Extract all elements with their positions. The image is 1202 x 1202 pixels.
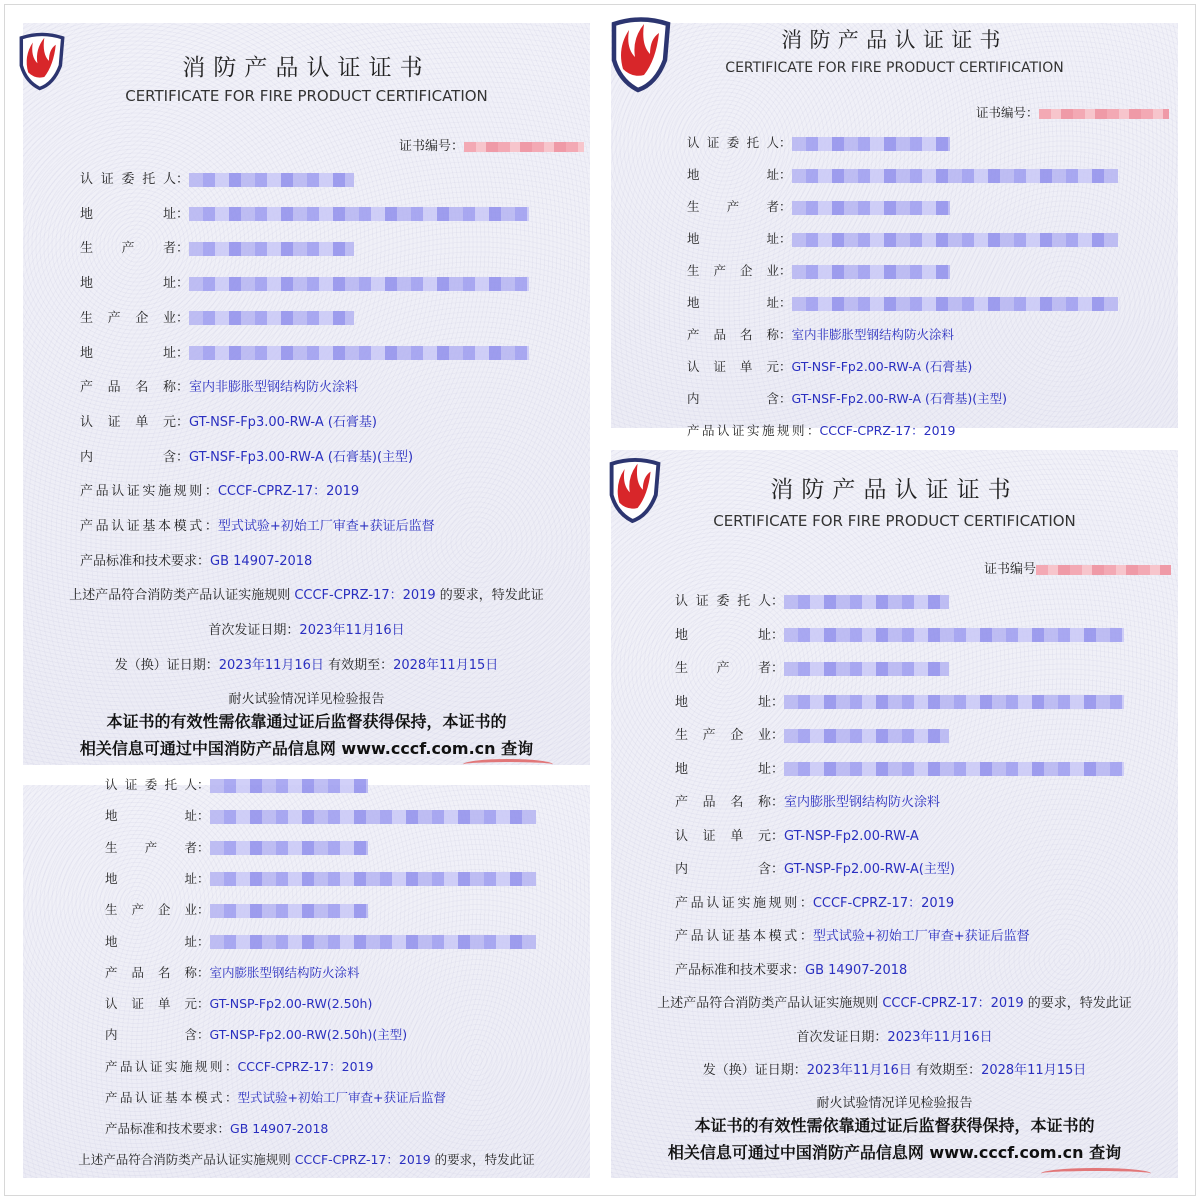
redacted-value: [210, 872, 537, 886]
valid-until-label: 有效期至：: [911, 1063, 982, 1078]
first-issue-date-label: 首次发证日期：: [796, 1029, 888, 1045]
field-label: 地址: [687, 231, 779, 246]
validity-notice-line-2: 相关信息可通过中国消防产品信息网 www.cccf.com.cn 查询: [667, 1142, 1122, 1162]
statement-rule: CCCF-CPRZ-17：2019: [294, 1152, 431, 1167]
colon: ：: [176, 449, 190, 465]
issue-date: 2023年11月16日: [218, 657, 324, 673]
certificate-subtitle-en: CERTIFICATE FOR FIRE PRODUCT CERTIFICATION: [125, 87, 488, 105]
colon: ：: [204, 484, 218, 500]
field-row: [105, 838, 368, 856]
first-issue-date: 2023年11月16日: [299, 623, 405, 639]
redacted-value: [189, 311, 354, 325]
field-row: [687, 261, 950, 279]
statement-text-end: 的要求，特发此证: [430, 1152, 535, 1167]
redacted-value: [784, 695, 1124, 709]
field-label: 地址: [675, 694, 771, 710]
colon: ：: [779, 167, 792, 182]
certificate-number: [399, 135, 584, 154]
compliance-statement: [23, 1150, 590, 1168]
colon: ：: [799, 895, 813, 911]
field-label: 产品认证实施规则: [675, 895, 800, 911]
field-label: 认证委托人: [675, 594, 771, 609]
field-label: 产品名称: [105, 964, 197, 980]
field-label: 产品认证实施规则: [105, 1058, 226, 1074]
field-label: 认证单元: [675, 828, 771, 844]
redacted-value: [792, 233, 1119, 247]
validity-notice-line-1: 本证书的有效性需依靠通过证后监督获得保持，本证书的: [694, 1115, 1095, 1135]
colon: ：: [197, 777, 210, 792]
field-row: [675, 624, 1124, 643]
field-label: 认证委托人: [105, 777, 197, 792]
redacted-value: [189, 277, 529, 291]
field-value: GB 14907-2018: [230, 1121, 329, 1137]
colon: ：: [176, 276, 190, 292]
certificate-number-label: 证书编号: [984, 562, 1037, 577]
field-value: 型式试验+初始工厂审查+获证后监督: [237, 1090, 446, 1105]
field-value: GT-NSP-Fp2.00-RW(2.50h): [209, 996, 373, 1012]
colon: ：: [225, 1058, 238, 1074]
redacted-value: [792, 201, 951, 215]
colon: ：: [779, 359, 792, 374]
first-issue-date-label: 首次发证日期：: [208, 623, 300, 639]
statement-rule: CCCF-CPRZ-17：2019: [294, 588, 436, 604]
colon: ：: [197, 1027, 210, 1043]
field-label: 生产者: [687, 199, 779, 214]
field-row: [105, 900, 368, 918]
field-row: [105, 1057, 373, 1075]
certificate-image-3: [23, 777, 590, 1178]
field-value: 室内膨胀型钢结构防火涂料: [209, 964, 360, 980]
certificate-image-2: [611, 23, 1178, 438]
field-row: [687, 325, 954, 343]
issue-date-line: [611, 1059, 1178, 1078]
field-row: [687, 389, 1007, 407]
field-row: [80, 237, 354, 256]
field-row: [675, 959, 907, 978]
colon: ：: [771, 828, 785, 844]
statement-text-end: 的要求，特发此证: [435, 588, 544, 604]
field-label: 生产者: [675, 661, 771, 676]
colon: ：: [197, 933, 210, 949]
colon: ：: [779, 327, 792, 342]
redacted-value: [792, 169, 1119, 183]
field-label: 地址: [675, 627, 771, 643]
colon: ：: [204, 519, 218, 534]
redacted-value: [210, 779, 369, 793]
colon: ：: [779, 391, 792, 406]
issue-date-label: 发（换）证日期：: [702, 1063, 807, 1078]
field-row: [80, 342, 529, 361]
field-row: [675, 758, 1124, 777]
colon: ：: [176, 241, 190, 257]
field-label: 生产企业: [675, 728, 771, 743]
field-value: GT-NSP-Fp2.00-RW-A(主型): [784, 862, 955, 877]
field-row: [675, 791, 940, 810]
statement-text: 上述产品符合消防类产品认证实施规则: [657, 996, 883, 1011]
colon: ：: [771, 761, 785, 777]
colon: ：: [779, 199, 792, 214]
valid-until-date: 2028年11月15日: [393, 657, 499, 673]
field-label: 认证单元: [80, 414, 176, 430]
field-label: 产品名称: [675, 795, 771, 810]
field-label: 内含: [80, 449, 176, 465]
field-label: 产品认证基本模式: [105, 1090, 226, 1105]
colon: ：: [197, 964, 210, 980]
field-row: [80, 376, 358, 395]
field-row: [687, 197, 950, 215]
certificate-image-1: [23, 23, 590, 765]
first-issue-date-line: [23, 619, 590, 638]
red-seal-partial: [463, 759, 553, 770]
colon: ：: [176, 206, 190, 222]
field-label: 生产企业: [80, 310, 176, 326]
certificate-number-label: 证书编号：: [399, 139, 465, 154]
redacted-value: [784, 729, 949, 743]
field-value: GT-NSF-Fp3.00-RW-A (石膏基): [189, 414, 377, 430]
validity-notice-line-2: 相关信息可通过中国消防产品信息网 www.cccf.com.cn 查询: [79, 738, 534, 758]
field-label: 产品认证基本模式: [675, 929, 800, 944]
redacted-value: [189, 173, 354, 187]
field-label: 产品认证实施规则: [687, 423, 808, 438]
field-label: 地址: [80, 206, 176, 222]
field-row: [675, 724, 949, 743]
field-row: [80, 515, 435, 534]
field-label: 地址: [105, 808, 197, 824]
test-report-note: 耐火试验情况详见检验报告: [816, 1095, 973, 1111]
certificate-number-redacted: [1039, 109, 1169, 119]
field-row: [80, 168, 354, 187]
field-label: 内含: [687, 391, 779, 406]
statement-text: 上述产品符合消防类产品认证实施规则: [78, 1152, 295, 1167]
redacted-value: [210, 841, 369, 855]
colon: ：: [779, 231, 792, 246]
certificate-title: 消防产品认证证书: [182, 55, 431, 81]
field-label: 认证单元: [105, 996, 197, 1012]
colon: ：: [779, 263, 792, 278]
colon: ：: [176, 345, 190, 361]
field-value: GT-NSF-Fp3.00-RW-A (石膏基)(主型): [189, 449, 414, 465]
field-row: [105, 775, 368, 793]
field-row: [80, 480, 359, 499]
field-value: GT-NSF-Fp2.00-RW-A (石膏基)(主型): [791, 391, 1008, 406]
field-row: [80, 272, 529, 291]
colon: ：: [197, 996, 210, 1012]
statement-rule: CCCF-CPRZ-17：2019: [882, 996, 1024, 1011]
certificate-number-redacted: [464, 142, 584, 152]
colon: ：: [807, 423, 820, 438]
certificate-title: 消防产品认证证书: [781, 28, 1008, 52]
field-label: 产品标准和技术要求: [80, 553, 198, 569]
first-issue-date-line: [611, 1026, 1178, 1045]
field-row: [675, 892, 954, 911]
field-value: 型式试验+初始工厂审查+获证后监督: [812, 929, 1030, 944]
field-label: 认证单元: [687, 359, 779, 374]
certificate-image-4: [611, 450, 1178, 1178]
colon: ：: [197, 870, 210, 886]
issue-date-line: [23, 654, 590, 673]
field-value: 室内非膨胀型钢结构防火涂料: [189, 380, 359, 396]
field-value: CCCF-CPRZ-17：2019: [812, 895, 955, 911]
field-value: GB 14907-2018: [805, 962, 908, 978]
field-row: [80, 203, 529, 222]
field-row: [80, 550, 312, 569]
field-row: [105, 963, 360, 981]
field-label: 产品名称: [687, 327, 779, 342]
valid-until-date: 2028年11月15日: [981, 1063, 1087, 1078]
issue-date: 2023年11月16日: [806, 1063, 912, 1078]
field-row: [80, 446, 413, 465]
colon: ：: [197, 808, 210, 824]
field-value: GT-NSF-Fp2.00-RW-A (石膏基): [791, 359, 973, 374]
field-label: 内含: [675, 862, 771, 877]
colon: ：: [771, 661, 785, 676]
redacted-value: [189, 242, 354, 256]
field-label: 内含: [105, 1027, 197, 1043]
field-value: GT-NSP-Fp2.00-RW-A: [784, 828, 919, 844]
field-row: [687, 229, 1118, 247]
issue-date-label: 发（换）证日期：: [114, 657, 219, 673]
colon: ：: [176, 380, 190, 396]
colon: ：: [771, 594, 785, 609]
certificate-number-label: 证书编号：: [976, 105, 1039, 120]
field-row: [105, 994, 372, 1012]
redacted-value: [792, 137, 951, 151]
certificate-title: 消防产品认证证书: [770, 477, 1019, 503]
field-row: [687, 421, 955, 439]
certificate-number: [984, 558, 1171, 577]
colon: ：: [197, 839, 210, 855]
field-value: GT-NSP-Fp2.00-RW(2.50h)(主型): [209, 1027, 408, 1043]
field-row: [105, 1088, 446, 1106]
certificate-subtitle-en: CERTIFICATE FOR FIRE PRODUCT CERTIFICATION: [713, 512, 1076, 530]
colon: ：: [779, 295, 792, 310]
colon: ：: [771, 728, 785, 743]
colon: ：: [197, 902, 210, 918]
field-row: [105, 1025, 407, 1043]
field-value: 室内膨胀型钢结构防火涂料: [784, 795, 941, 810]
colon: ：: [771, 627, 785, 643]
field-label: 地址: [687, 167, 779, 182]
redacted-value: [792, 297, 1119, 311]
colon: ：: [779, 135, 792, 150]
first-issue-date: 2023年11月16日: [887, 1029, 993, 1045]
field-row: [105, 869, 536, 887]
field-row: [80, 307, 354, 326]
field-row: [687, 165, 1118, 183]
redacted-value: [784, 762, 1124, 776]
field-label: 生产企业: [105, 902, 197, 918]
field-row: [675, 925, 1030, 944]
certificate-subtitle-en: CERTIFICATE FOR FIRE PRODUCT CERTIFICATION: [725, 60, 1064, 76]
field-label: 生产企业: [687, 263, 779, 278]
redacted-value: [189, 207, 529, 221]
field-label: 产品标准和技术要求: [675, 962, 793, 978]
colon: ：: [771, 862, 785, 877]
field-value: CCCF-CPRZ-17：2019: [819, 423, 956, 438]
validity-notice-line-1: 本证书的有效性需依靠通过证后监督获得保持，本证书的: [106, 711, 507, 731]
field-row: [675, 691, 1124, 710]
field-label: 产品标准和技术要求: [105, 1121, 218, 1137]
field-row: [105, 1119, 328, 1137]
field-label: 地址: [80, 345, 176, 361]
colon: ：: [225, 1090, 238, 1105]
field-row: [687, 293, 1118, 311]
field-value: CCCF-CPRZ-17：2019: [237, 1058, 374, 1074]
field-value: 室内非膨胀型钢结构防火涂料: [791, 327, 955, 342]
field-row: [675, 825, 919, 844]
field-label: 认证委托人: [687, 135, 779, 150]
field-label: 地址: [687, 295, 779, 310]
field-row: [687, 357, 972, 375]
compliance-statement: [611, 992, 1178, 1011]
field-value: GB 14907-2018: [210, 553, 313, 569]
field-label: 地址: [105, 870, 197, 886]
certificate-number-redacted: [1036, 565, 1171, 575]
colon: ：: [771, 694, 785, 710]
field-row: [675, 657, 949, 676]
field-label: 地址: [675, 761, 771, 777]
field-label: 地址: [105, 933, 197, 949]
colon: ：: [217, 1121, 231, 1137]
statement-text: 上述产品符合消防类产品认证实施规则: [69, 588, 295, 604]
compliance-statement: [23, 584, 590, 603]
colon: ：: [176, 310, 190, 326]
colon: ：: [799, 929, 813, 944]
test-report-note: 耐火试验情况详见检验报告: [228, 691, 385, 707]
colon: ：: [771, 795, 785, 810]
colon: ：: [176, 172, 190, 187]
red-seal-partial: [1041, 1168, 1151, 1179]
valid-until-label: 有效期至：: [323, 657, 394, 673]
field-label: 产品认证基本模式: [80, 519, 205, 534]
field-label: 地址: [80, 276, 176, 292]
redacted-value: [210, 935, 537, 949]
redacted-value: [792, 265, 951, 279]
field-label: 产品认证实施规则: [80, 484, 205, 500]
field-label: 认证委托人: [80, 172, 176, 187]
field-row: [80, 411, 377, 430]
redacted-value: [784, 628, 1124, 642]
certificate-number: [976, 103, 1169, 121]
redacted-value: [189, 346, 529, 360]
field-row: [687, 133, 950, 151]
redacted-value: [784, 595, 949, 609]
redacted-value: [210, 904, 369, 918]
redacted-value: [784, 662, 949, 676]
field-value: CCCF-CPRZ-17：2019: [217, 484, 360, 500]
statement-text-end: 的要求，特发此证: [1023, 996, 1132, 1011]
field-row: [105, 806, 536, 824]
field-row: [105, 932, 536, 950]
redacted-value: [210, 810, 537, 824]
field-row: [675, 858, 955, 877]
field-label: 产品名称: [80, 380, 176, 396]
field-row: [675, 590, 949, 609]
field-value: 型式试验+初始工厂审查+获证后监督: [217, 519, 435, 534]
colon: ：: [792, 962, 806, 978]
field-label: 生产者: [105, 839, 197, 855]
colon: ：: [197, 553, 211, 569]
colon: ：: [176, 414, 190, 430]
field-label: 生产者: [80, 241, 176, 257]
